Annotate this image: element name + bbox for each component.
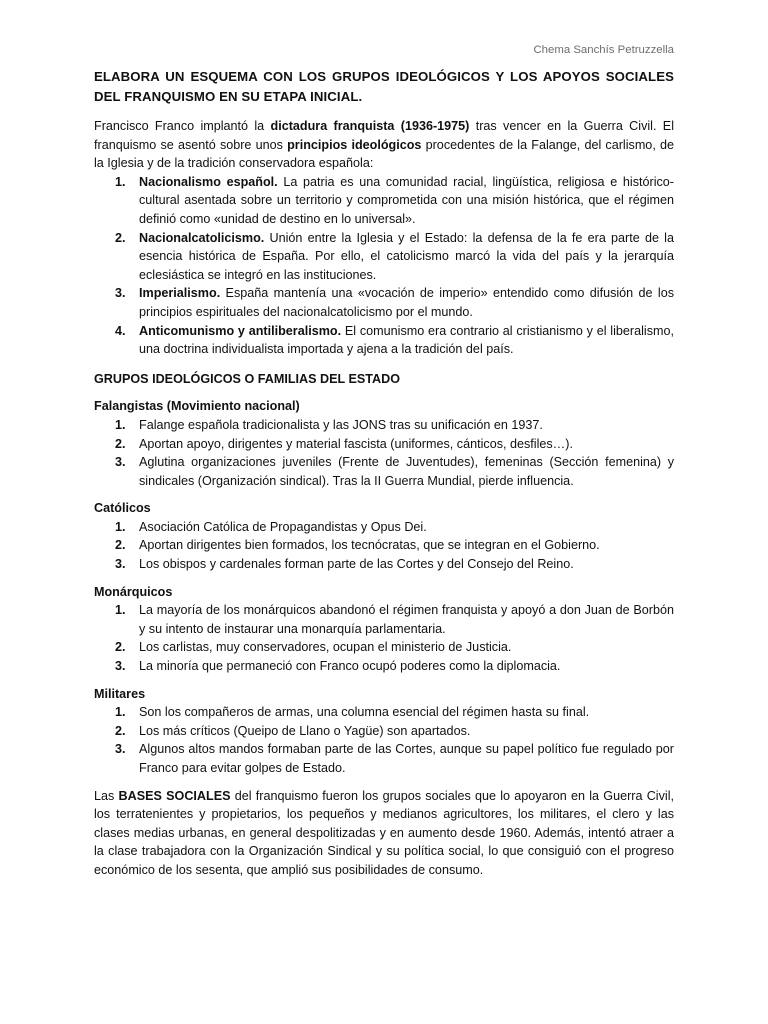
list-item: 4. Anticomunismo y antiliberalismo. El comunismo era contrario al cristianismo y el liberalismo, una doctrina individualista importada y ajena a la tradición del país. (115, 323, 674, 357)
monarquicos-heading: Monárquicos (94, 584, 173, 599)
falangistas-list (94, 416, 674, 490)
list-item: 2. Aportan dirigentes bien formados, los tecnócratas, que se integran en el Gobierno. (115, 538, 600, 553)
list-item: 3. Los obispos y cardenales forman parte de las Cortes y del Consejo del Reino. (115, 557, 574, 572)
list-item: 1. Nacionalismo español. La patria es una comunidad racial, lingüística, religiosa e histórico-cultural asentada sobre un territorio y comprometida con una misión histórica, que el régimen definió como «unidad de destino en lo universal». (115, 174, 674, 226)
bases-bold: BASES SOCIALES (118, 788, 231, 803)
intro-bold-principios: principios ideológicos (287, 137, 422, 152)
list-item: 3. Algunos altos mandos formaban parte de las Cortes, aunque su papel político fue regulado por Franco para evitar golpes de Estado. (115, 742, 674, 775)
catolicos-heading: Católicos (94, 501, 151, 516)
list-item: 3. Imperialismo. España mantenía una «vocación de imperio» entendido como difusión de los principios espirituales del nacionalcatolicismo por el mundo. (115, 286, 674, 319)
document-body (94, 117, 674, 880)
list-item: 2. Los carlistas, muy conservadores, ocupan el ministerio de Justicia. (115, 640, 512, 655)
list-item: 3. Aglutina organizaciones juveniles (Frente de Juventudes), femeninas (Sección femenina) y sindicales (Organización sindical). Tras la II Guerra Mundial, pierde influencia. (115, 455, 674, 488)
list-item: 2. Los más críticos (Queipo de Llano o Yagüe) son apartados. (115, 723, 471, 738)
list-item: 3. La minoría que permaneció con Franco ocupó poderes como la diplomacia. (115, 659, 561, 674)
intro-paragraph: Francisco Franco implantó la dictadura franquista (1936-1975) tras vencer en la Guerra Civil. El franquismo se asentó sobre unos principios ideológicos procedentes de la Falange, del carlismo, de la Iglesia y de la tradición conservadora española: (94, 119, 674, 171)
principles-list (94, 173, 674, 359)
monarquicos-list (94, 601, 674, 675)
groups-heading: GRUPOS IDEOLÓGICOS O FAMILIAS DEL ESTADO (94, 371, 401, 386)
intro-bold-dictadura: dictadura franquista (1936-1975) (270, 119, 470, 133)
militares-heading: Militares (94, 686, 146, 701)
list-item: 2. Aportan apoyo, dirigentes y material fascista (uniformes, cánticos, desfiles…). (115, 436, 573, 451)
bases-sociales-paragraph: Las BASES SOCIALES del franquismo fueron los grupos sociales que lo apoyaron en la Guerra Civil, los terratenientes y propietarios, los pequeños y medianos agricultores, los militares, el clero y las clases medias urbanas, en general despolitizadas y en aumento desde 1960. Además, intentó atraer a la clase trabajadora con la Organización Sindical y su política social, lo que consiguió con el progreso económico de los sesenta, que amplió sus posibilidades de consumo. (94, 788, 674, 877)
falangistas-heading: Falangistas (Movimiento nacional) (94, 399, 300, 414)
list-item: 1. Son los compañeros de armas, una columna esencial del régimen hasta su final. (115, 705, 590, 720)
list-item: 1. Falange española tradicionalista y las JONS tras su unificación en 1937. (115, 417, 543, 432)
list-item: 2. Nacionalcatolicismo. Unión entre la Iglesia y el Estado: la defensa de la fe era parte de la esencia histórica de España. Por ello, el catolicismo marcó la vida del país y la jerarquía eclesiástica se integró en las instituciones. (115, 230, 674, 282)
catolicos-list (94, 518, 674, 574)
militares-list (94, 703, 674, 777)
author-header: Chema Sanchís Petruzzella (533, 44, 674, 56)
list-item: 1. Asociación Católica de Propagandistas y Opus Dei. (115, 519, 427, 534)
document-title: ELABORA UN ESQUEMA CON LOS GRUPOS IDEOLÓGICOS Y LOS APOYOS SOCIALES DEL FRANQUISMO EN SU ETAPA INICIAL. (94, 69, 674, 104)
list-item: 1. La mayoría de los monárquicos abandonó el régimen franquista y apoyó a don Juan de Borbón y su intento de instaurar una monarquía parlamentaria. (115, 603, 674, 636)
